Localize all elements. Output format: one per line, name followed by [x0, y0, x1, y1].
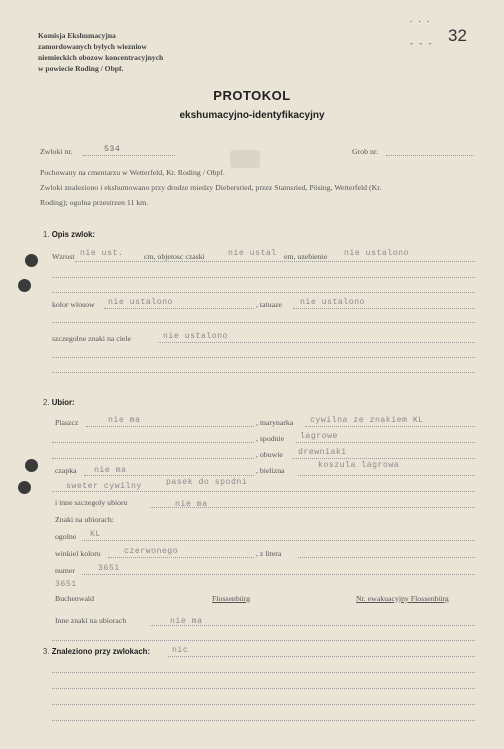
corner-dots: . . .	[410, 14, 432, 24]
inne-label: i inne szczegoly ubioru	[55, 498, 128, 507]
uzebienie-label: em, uzebienie	[284, 252, 328, 261]
cm-label: cm, objetosc czaski	[144, 252, 205, 261]
zwloki-label: Zwloki nr.	[40, 147, 73, 156]
czapka-line	[84, 475, 254, 476]
ogolne-line	[82, 540, 475, 541]
org-line-2: zamordowanych bylych wiezniow	[38, 42, 147, 51]
section3-number: 3.	[43, 647, 50, 656]
marynarka-label: , marynarka	[256, 418, 294, 427]
corner-dashes: - - -	[410, 38, 434, 48]
spodnie-label: , spodnie	[256, 434, 285, 443]
section2-number: 2.	[43, 398, 50, 407]
uzebienie-value[interactable]: nie ustalono	[344, 249, 409, 258]
numer-label: numer	[55, 566, 75, 575]
litera-label: , z litera	[256, 549, 282, 558]
czapka-value[interactable]: nie ma	[94, 466, 127, 475]
wzrost-label: Wzrost	[52, 252, 75, 261]
document-title: PROTOKOL	[213, 88, 291, 103]
winkiel-value[interactable]: czerwonego	[124, 547, 179, 556]
sweter-value[interactable]: sweter cywilny	[66, 482, 142, 491]
znaki-cialo-label: szczegolne znaki na ciele	[52, 334, 132, 343]
section1-title: Opis zwlok:	[51, 230, 96, 239]
plaszcz-line	[86, 426, 254, 427]
winkiel-label: winkiel koloru	[55, 549, 101, 558]
org-line-3: niemieckich obozow koncentracyjnych	[38, 53, 164, 62]
section3-title: Znaleziono przy zwlokach:	[51, 647, 151, 656]
ewakuacyjny-label: Nr. ewakuacyjny Flossenbürg	[356, 594, 449, 603]
flossenburg-label: Flossenbürg	[212, 594, 250, 603]
blank-line	[52, 322, 475, 323]
znaleziono-text-2: Roding); ogolna przestrzen 11 km.	[40, 198, 149, 207]
blank-line	[52, 292, 475, 293]
kolor-line	[104, 308, 254, 309]
section3-line	[168, 656, 475, 657]
numer-line	[82, 574, 475, 575]
zwloki-line	[83, 155, 175, 156]
obuwie-line	[292, 458, 475, 459]
blank-line	[52, 277, 475, 278]
blank-line	[52, 688, 475, 689]
org-line-4: w powiecie Roding / Obpf.	[38, 64, 124, 73]
blank-line	[52, 372, 475, 373]
litera-line	[298, 557, 475, 558]
bielizna-value[interactable]: koszula lagrowa	[318, 461, 400, 470]
plaszcz-value[interactable]: nie ma	[108, 416, 141, 425]
obuwie-value[interactable]: drewniaki	[298, 448, 347, 457]
tatuaze-label: , tatuaze	[256, 300, 282, 309]
numer-value[interactable]: 3651	[98, 564, 120, 573]
blank-line	[52, 458, 254, 459]
winkiel-line	[108, 557, 254, 558]
kolor-value[interactable]: nie ustalono	[108, 298, 173, 307]
inne-znaki-label: Inne znaki na ubiorach	[55, 616, 127, 625]
plaszcz-label: Plaszcz	[55, 418, 79, 427]
spodnie-value[interactable]: lagrowe	[300, 432, 338, 441]
numer-value-2[interactable]: 3651	[55, 580, 77, 589]
blank-line	[52, 720, 475, 721]
obuwie-label: , obuwie	[256, 450, 283, 459]
tatuaze-line	[293, 308, 475, 309]
grob-label: Grob nr.	[352, 147, 378, 156]
section2-title: Ubior:	[51, 398, 75, 407]
spodnie-line	[296, 442, 475, 443]
kolor-label: kolor wlosow	[52, 300, 95, 309]
section3-value[interactable]: nic	[172, 646, 189, 655]
punch-hole	[25, 254, 38, 267]
blank-line	[52, 491, 475, 492]
blank-line	[52, 442, 254, 443]
page-number: 32	[448, 26, 467, 45]
section3-heading	[43, 647, 150, 656]
znaki-cialo-value[interactable]: nie ustalono	[163, 332, 228, 341]
tatuaze-value[interactable]: nie ustalono	[300, 298, 365, 307]
inne-line	[150, 507, 475, 508]
czapka-label: czapka	[55, 466, 77, 475]
bielizna-label: , bielizna	[256, 466, 285, 475]
pochowany-text: Pochowany na cmentarzu w Wetterfeld, Kr. Roding / Obpf.	[40, 168, 225, 177]
znaki-cialo-line	[158, 342, 475, 343]
inne-znaki-line	[150, 625, 475, 626]
inne-znaki-value[interactable]: nie ma	[170, 617, 203, 626]
marynarka-value[interactable]: cywilna ze znakiem KL	[310, 416, 424, 425]
wzrost-value[interactable]: nie ust.	[80, 249, 124, 258]
znaki-ubior-label: Znaki na ubiorach:	[55, 515, 114, 524]
pasek-value[interactable]: pasek do spodni	[166, 478, 248, 487]
org-line-1: Komisja Ekshumacyjna	[38, 31, 116, 40]
section1-number: 1.	[43, 230, 50, 239]
blank-line	[52, 357, 475, 358]
blank-line	[52, 672, 475, 673]
document-subtitle: ekshumacyjno-identyfikacyjny	[179, 110, 325, 121]
czaski-value[interactable]: nie ustal	[228, 249, 277, 258]
znaleziono-text-1: Zwloki znaleziono i ekshumowano przy drodze miedzy Diebersried, przez Stamsried, Pösing, Wetterfeld (Kr.	[40, 183, 382, 192]
ogolne-label: ogolne	[55, 532, 77, 541]
grob-line	[386, 155, 474, 156]
section1-heading	[43, 230, 95, 239]
punch-hole	[18, 279, 31, 292]
wzrost-line	[75, 261, 475, 262]
blank-line	[52, 704, 475, 705]
bielizna-line	[298, 475, 475, 476]
marynarka-line	[305, 426, 475, 427]
zwloki-value[interactable]: 534	[104, 145, 121, 154]
paper-stain	[230, 150, 260, 168]
punch-hole	[25, 459, 38, 472]
section2-heading	[43, 398, 75, 407]
buchenwald-label: Buchenwald	[55, 594, 94, 603]
punch-hole	[18, 481, 31, 494]
blank-line	[52, 640, 475, 641]
ogolne-value[interactable]: KL	[90, 530, 101, 539]
inne-value[interactable]: nie ma	[175, 500, 208, 509]
